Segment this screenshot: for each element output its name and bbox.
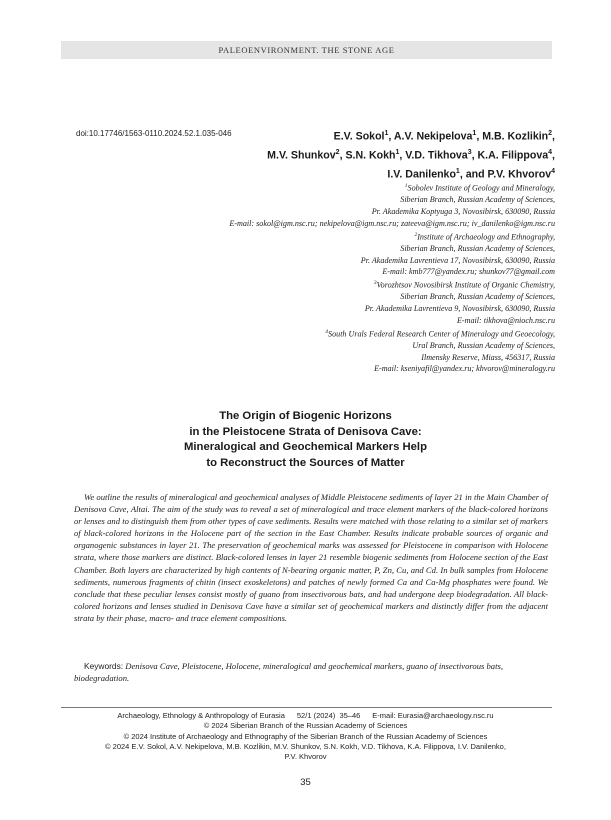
- author-name: P.V. Khvorov: [487, 168, 552, 181]
- copyright-line: © 2024 Institute of Archaeology and Ethnography of the Siberian Branch of the Russian Academy of Sciences: [123, 731, 488, 741]
- copyright-line: © 2024 Siberian Branch of the Russian Academy of Sciences: [203, 721, 408, 731]
- author-name: A.V. Nekipelova: [393, 130, 473, 143]
- affiliation-number: 3: [373, 280, 377, 286]
- affiliation-line: Siberian Branch, Russian Academy of Sciences,: [400, 292, 555, 302]
- affiliation-number: 1: [404, 183, 408, 189]
- author-list: [125, 126, 555, 183]
- affiliation-email: E-mail: tikhova@nioch.nsc.ru: [456, 315, 555, 325]
- copyright-line: © 2024 E.V. Sokol, A.V. Nekipelova, M.B. Kozlikin, M.V. Shunkov, S.N. Kokh, V.D. Tikhova, K.A. Filippova, I.V. Danilenko,: [105, 741, 506, 751]
- journal-pages: 35–46: [339, 711, 361, 720]
- keywords-text: Denisova Cave, Pleistocene, Holocene, mineralogical and geochemical markers, guano of insectivorous bats, biodegradation.: [74, 661, 503, 684]
- affiliation-ref: 4: [548, 149, 553, 157]
- affiliation-ref: 1: [395, 149, 400, 157]
- journal-line: [60, 711, 551, 721]
- affiliation-ref: 3: [467, 149, 472, 157]
- affiliation-ref: 1: [472, 130, 477, 137]
- affiliation-line: Ilmensky Reserve, Miass, 456317, Russia: [421, 352, 555, 362]
- affiliation-line: Pr. Akademika Lavrentieva 17, Novosibirsk, 630090, Russia: [360, 255, 555, 265]
- title-line: to Reconstruct the Sources of Matter: [206, 456, 405, 469]
- doi[interactable]: doi:10.17746/1563-0110.2024.52.1.035-046: [76, 129, 232, 138]
- author-name: V.D. Tikhova: [405, 149, 468, 162]
- affiliation-text: South Urals Federal Research Center of Mineralogy and Geoecology,: [328, 329, 555, 339]
- affiliations: [85, 181, 555, 375]
- affiliation-line: Siberian Branch, Russian Academy of Sciences,: [400, 195, 555, 205]
- section-header: PALEOENVIRONMENT. THE STONE AGE: [61, 41, 552, 59]
- affiliation-text: Institute of Archaeology and Ethnography,: [417, 232, 555, 242]
- author-name: E.V. Sokol: [333, 130, 385, 143]
- copyright-line: P.V. Khvorov: [284, 752, 327, 762]
- affiliation-ref: 2: [335, 149, 340, 157]
- affiliation-line: [85, 230, 555, 243]
- keywords: [74, 660, 548, 684]
- author-line: I.V. Danilenko$^1$, and P.V. Khvorov$^4$: [387, 168, 555, 181]
- affiliation-ref: 1: [384, 130, 389, 137]
- author-name: S.N. Kokh: [345, 149, 396, 162]
- affiliation-email: E-mail: kseniyafil@yandex.ru; khvorov@mineralogy.ru: [374, 364, 555, 374]
- affiliation-line: [85, 327, 555, 340]
- affiliation-text: Sobolev Institute of Geology and Mineralogy,: [407, 183, 555, 193]
- footer: [60, 711, 551, 762]
- affiliation-line: Siberian Branch, Russian Academy of Sciences,: [400, 243, 555, 253]
- affiliation-line: [85, 181, 555, 194]
- footer-divider: [61, 707, 552, 708]
- author-line: M.V. Shunkov$^2$, S.N. Kokh$^1$, V.D. Tikhova$^3$, K.A. Filippova$^4$,: [267, 149, 555, 162]
- affiliation-number: 2: [414, 231, 418, 238]
- affiliation-number: 4: [325, 328, 329, 335]
- affiliation-text: Vorozhtsov Novosibirsk Institute of Organic Chemistry,: [376, 280, 555, 290]
- affiliation-line: Pr. Akademika Lavrentieva 9, Novosibirsk, 630090, Russia: [364, 304, 555, 314]
- affiliation-line: Pr. Akademika Koptyuga 3, Novosibirsk, 630090, Russia: [371, 207, 555, 217]
- affiliation-line: [85, 278, 555, 291]
- journal-name: Archaeology, Ethnology & Anthropology of Eurasia: [117, 711, 285, 720]
- author-name: K.A. Filippova: [477, 149, 549, 162]
- affiliation-ref: 1: [455, 168, 460, 176]
- affiliation-email: E-mail: sokol@igm.nsc.ru; nekipelova@igm.nsc.ru; zateeva@igm.nsc.ru; iv_danilenko@igm.nsc.ru: [229, 218, 555, 228]
- article-title: [60, 409, 551, 471]
- keywords-label: Keywords:: [84, 661, 124, 671]
- page-number: 35: [300, 777, 311, 788]
- affiliation-email: E-mail: kmb777@yandex.ru; shunkov77@gmail.com: [382, 267, 555, 277]
- title-line: in the Pleistocene Strata of Denisova Cave:: [189, 425, 422, 438]
- journal-issue: 52/1 (2024): [296, 711, 336, 720]
- abstract: [74, 491, 548, 624]
- title-line: Mineralogical and Geochemical Markers Help: [184, 441, 427, 453]
- affiliation-ref: 2: [548, 130, 553, 137]
- affiliation-ref: 4: [551, 168, 555, 176]
- title-line: The Origin of Biogenic Horizons: [219, 410, 392, 422]
- author-line: E.V. Sokol$^1$, A.V. Nekipelova$^1$, M.B. Kozlikin$^2$,: [333, 130, 555, 143]
- affiliation-line: Ural Branch, Russian Academy of Sciences,: [412, 340, 555, 350]
- author-name: M.V. Shunkov: [267, 149, 336, 162]
- author-name: M.B. Kozlikin: [482, 130, 549, 143]
- journal-email[interactable]: E-mail: Eurasia@archaeology.nsc.ru: [372, 711, 494, 720]
- author-name: I.V. Danilenko: [387, 168, 456, 181]
- abstract-text: We outline the results of mineralogical and geochemical analyses of Middle Pleistocene sediments of layer 21 in the Main Chamber of Denisova Cave, Altai. The aim of the study was to reveal a set of mineralogical and trace element markers of the black-colored horizons or lenses and to distinguish them from other types of cave sediments. Results were matched with those relating to a similar set of markers of black-colored horizons in the Holocene part of the section in the East Chamber. Results indicate probable sources of organic and organogenic substances in layer 21. The preservation of geochemical marks was assessed for Pleistocene in comparison with Holocene strata, where those markers are distinct. Black-colored lenses in layer 21 resemble biogenic sediments from Holocene section of the East Chamber. Both layers are characterized by high contents of N-bearing organic matter, P, Zn, Cu, and Cd. In bulk samples from Holocene sediments, numerous fragments of chitin (insect exoskeletons) and patches of newly formed Ca and Ca-Mg phosphates were found. We conclude that these peculiar lenses consist mostly of guano from insectivorous bats, and had undergone deep biodegradation. All black-colored horizons and lenses studied in Denisova Cave have a similar set of geochemical markers and distinctly differ from the adjacent strata by their phase, macro- and trace element compositions.: [74, 492, 548, 623]
